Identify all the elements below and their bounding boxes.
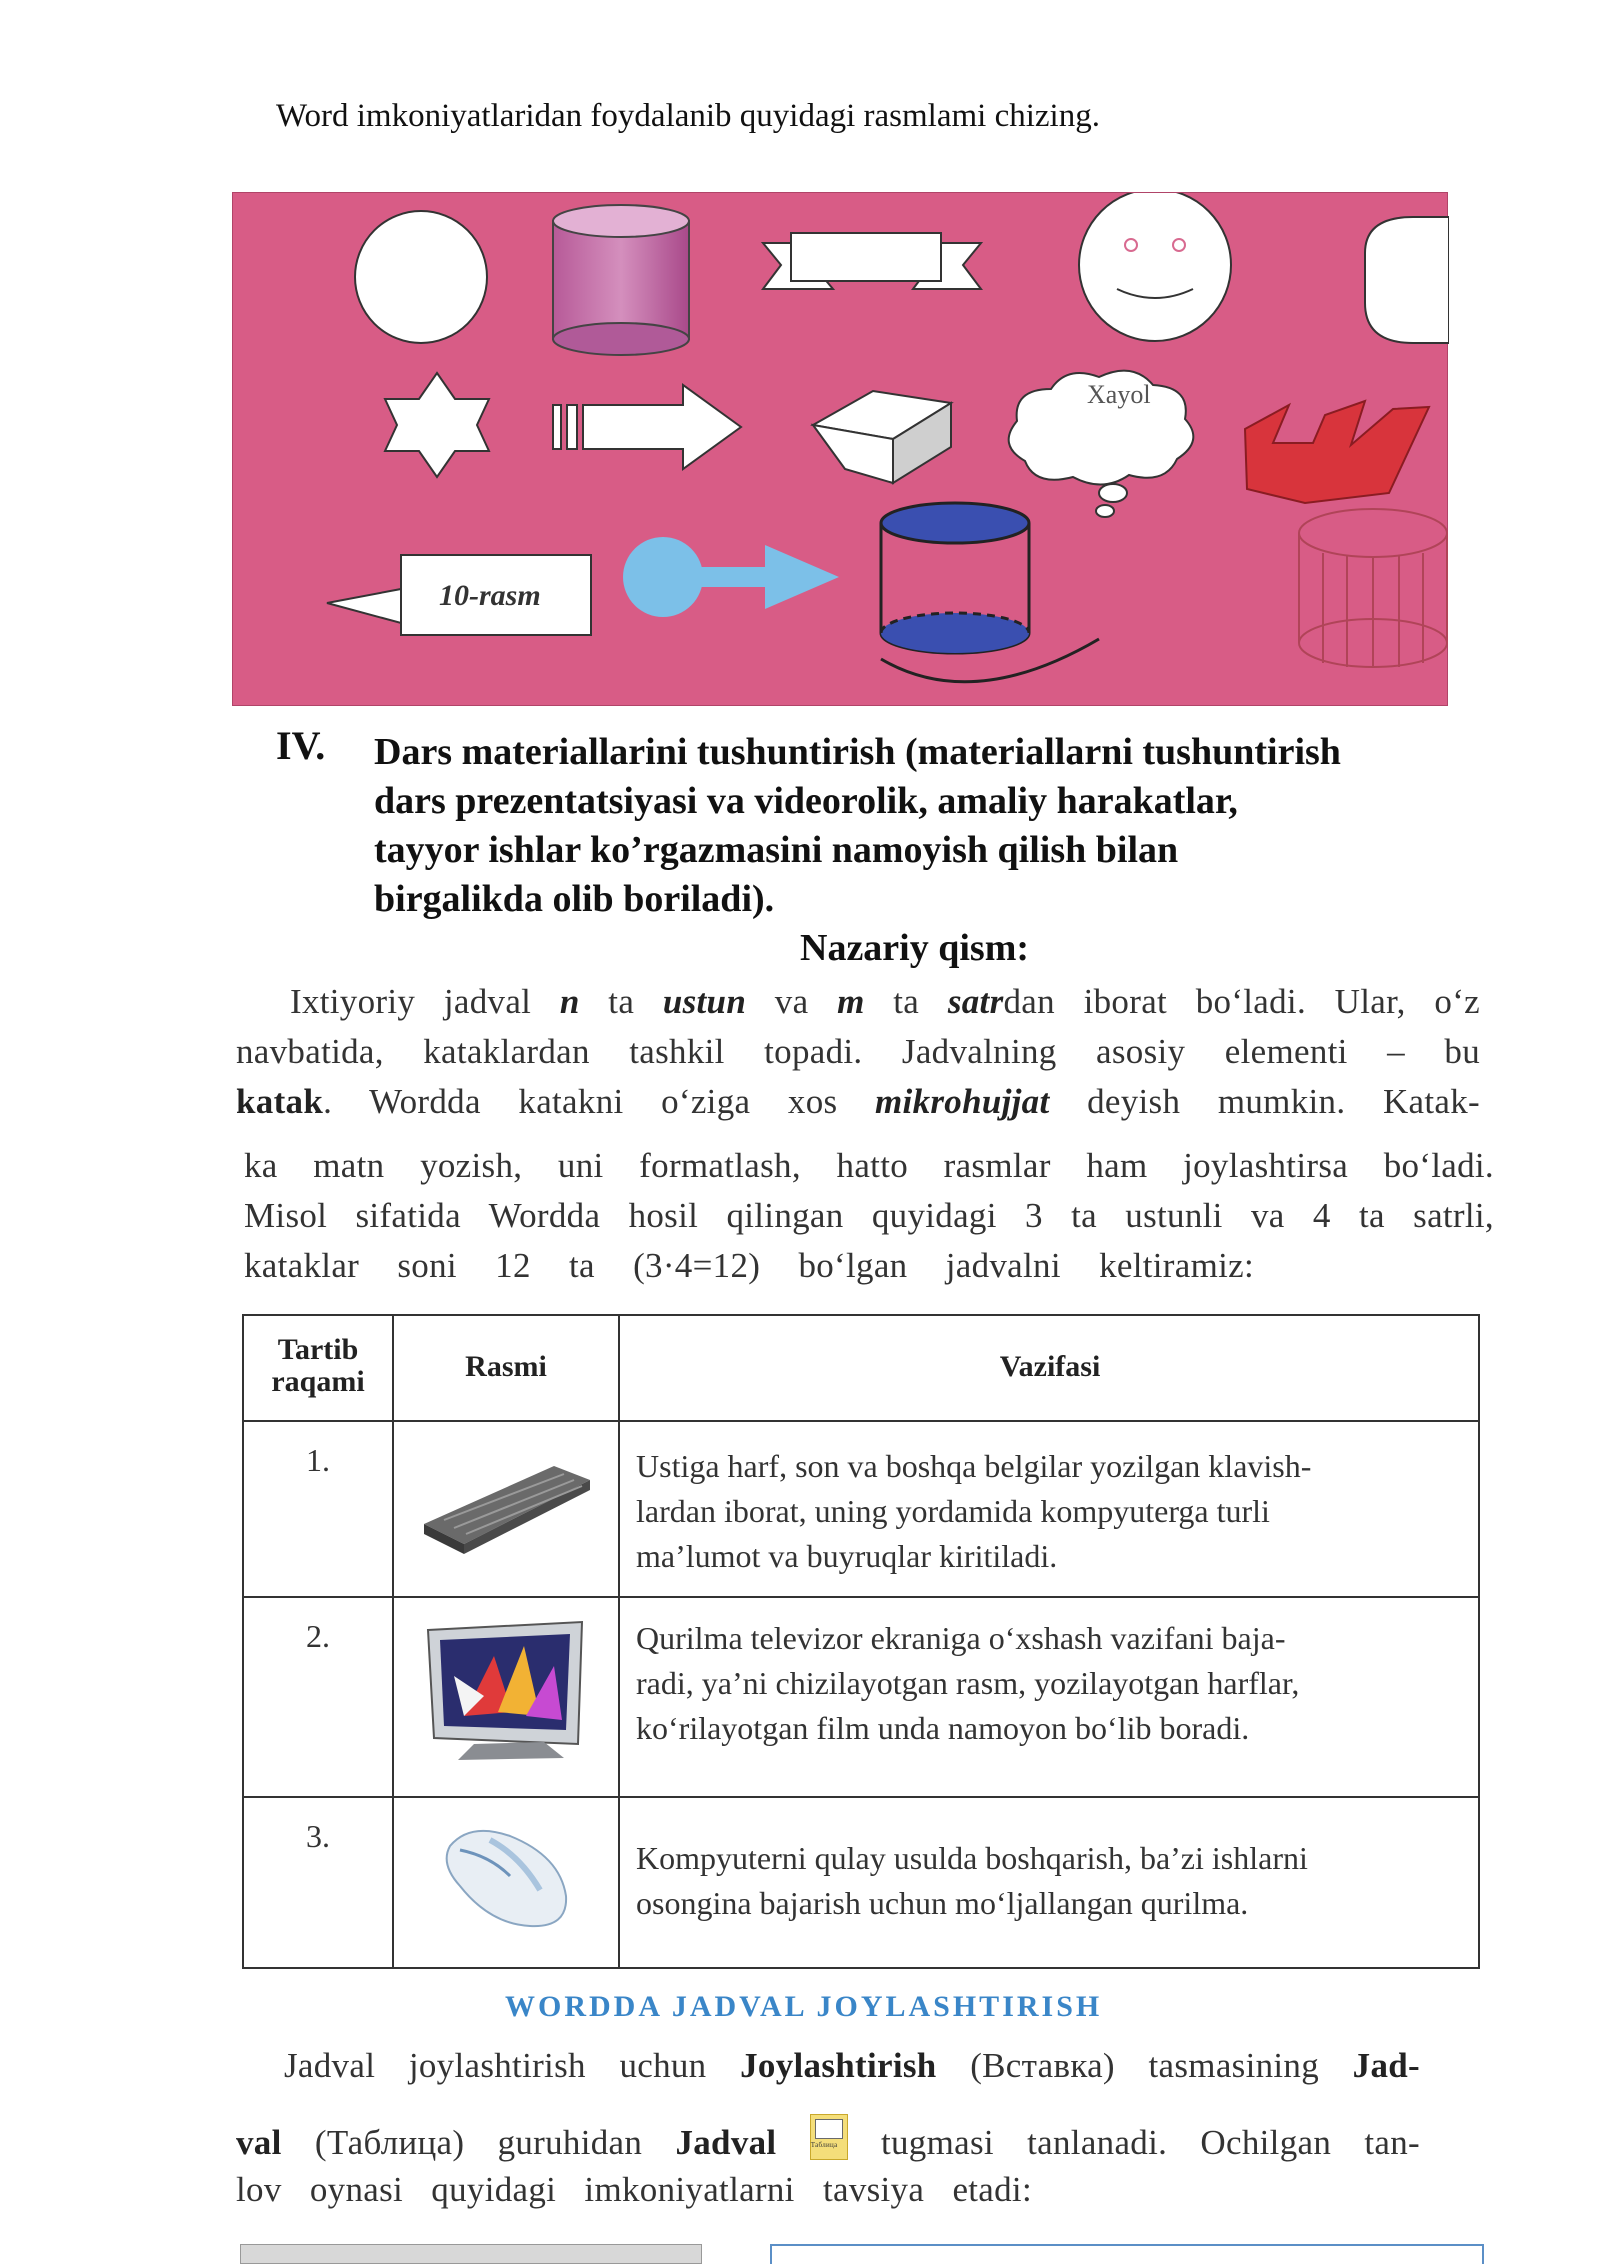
red-abstract-shape bbox=[1245, 401, 1429, 503]
section-title-line: Dars materiallarini tushuntirish (materiallarni tushuntirish bbox=[374, 731, 1341, 773]
table-button-icon: Таблица bbox=[810, 2114, 848, 2160]
paragraph-line: Misol sifatida Wordda hosil qilingan quyidagi 3 ta ustunli va 4 ta satrli, bbox=[244, 1196, 1494, 1235]
row-number: 2. bbox=[306, 1618, 330, 1654]
mouse-image bbox=[430, 1816, 580, 1936]
shapes-figure bbox=[232, 192, 1448, 706]
monitor-image bbox=[414, 1616, 594, 1776]
paragraph-line: val (Таблица) guruhidan Jadval Таблица tugmasi tanlanadi. Ochilgan tan- bbox=[236, 2114, 1420, 2163]
intro-text: Word imkoniyatlaridan foydalanib quyidagi rasmlami chizing. bbox=[276, 98, 1100, 134]
row-description: Kompyuterni qulay usulda boshqarish, ba’zi ishlarni osongina bajarish uchun mo‘ljallangan qurilma. bbox=[636, 1840, 1308, 1921]
table-dialog-preview bbox=[770, 2244, 1484, 2264]
star-shape bbox=[385, 373, 489, 477]
row-number: 1. bbox=[306, 1442, 330, 1478]
row-description: Qurilma televizor ekraniga o‘xshash vazifani baja- radi, ya’ni chizilayotgan rasm, yozilayotgan harflar, ko‘rilayotgan film unda namoyon bo‘lib boradi. bbox=[636, 1620, 1300, 1746]
word-section-heading: WORDDA JADVAL JOYLASHTIRISH bbox=[505, 1990, 1103, 2023]
paragraph-line: katak. Wordda katakni o‘ziga xos mikrohujjat deyish mumkin. Katak- bbox=[236, 1082, 1480, 1121]
devices-table bbox=[242, 1314, 1480, 1969]
circle-shape bbox=[355, 211, 487, 343]
section-title bbox=[374, 728, 1474, 924]
blue-cylinder-shape bbox=[881, 503, 1099, 682]
ribbon-banner-shape bbox=[763, 233, 981, 289]
blue-circle-arrow-shape bbox=[623, 537, 839, 617]
section-number: IV. bbox=[276, 723, 326, 768]
row-description: Ustiga harf, son va boshqa belgilar yozilgan klavish- lardan iborat, uning yordamida kompyuterga turli ma’lumot va buyruqlar kiritiladi. bbox=[636, 1448, 1312, 1574]
keyboard-image bbox=[414, 1444, 594, 1564]
section-title-line: birgalikda olib boriladi). bbox=[374, 878, 775, 920]
row-number: 3. bbox=[306, 1818, 330, 1854]
thought-bubble-text: Xayol bbox=[1087, 380, 1151, 409]
cube-shape bbox=[813, 391, 951, 483]
cylinder-shape bbox=[553, 205, 689, 355]
paragraph-line: Ixtiyoriy jadval n ta ustun va m ta satrdan iborat bo‘ladi. Ular, o‘z bbox=[290, 982, 1480, 1021]
smiley-face-shape bbox=[1079, 193, 1231, 341]
paragraph-line: kataklar soni 12 ta (3·4=12) bo‘lgan jadvalni keltiramiz: bbox=[244, 1246, 1254, 1285]
paragraph-line: lov oynasi quyidagi imkoniyatlarni tavsiya etadi: bbox=[236, 2170, 1032, 2209]
paragraph-line: ka matn yozish, uni formatlash, hatto rasmlar ham joylashtirsa bo‘ladi. bbox=[244, 1146, 1494, 1185]
wireframe-cylinder-shape bbox=[1299, 509, 1447, 667]
callout-text: 10-rasm bbox=[439, 579, 541, 612]
header-function: Vazifasi bbox=[999, 1350, 1101, 1383]
header-number: Tartib raqami bbox=[271, 1333, 365, 1398]
subheading: Nazariy qism: bbox=[800, 927, 1030, 969]
header-image: Rasmi bbox=[465, 1350, 547, 1383]
paragraph-line: navbatida, kataklardan tashkil topadi. Jadvalning asosiy elementi – bu bbox=[236, 1032, 1480, 1071]
speech-bubble-shape bbox=[1365, 217, 1449, 343]
striped-arrow-shape bbox=[553, 385, 741, 469]
section-title-line: dars prezentatsiyasi va videorolik, amaliy harakatlar, bbox=[374, 780, 1238, 822]
insert-table-dialog-preview bbox=[240, 2244, 702, 2264]
shapes-drawing bbox=[233, 193, 1449, 707]
paragraph-line: Jadval joylashtirish uchun Joylashtirish (Вставка) tasmasining Jad- bbox=[284, 2046, 1420, 2085]
section-title-line: tayyor ishlar ko’rgazmasini namoyish qilish bilan bbox=[374, 829, 1179, 871]
